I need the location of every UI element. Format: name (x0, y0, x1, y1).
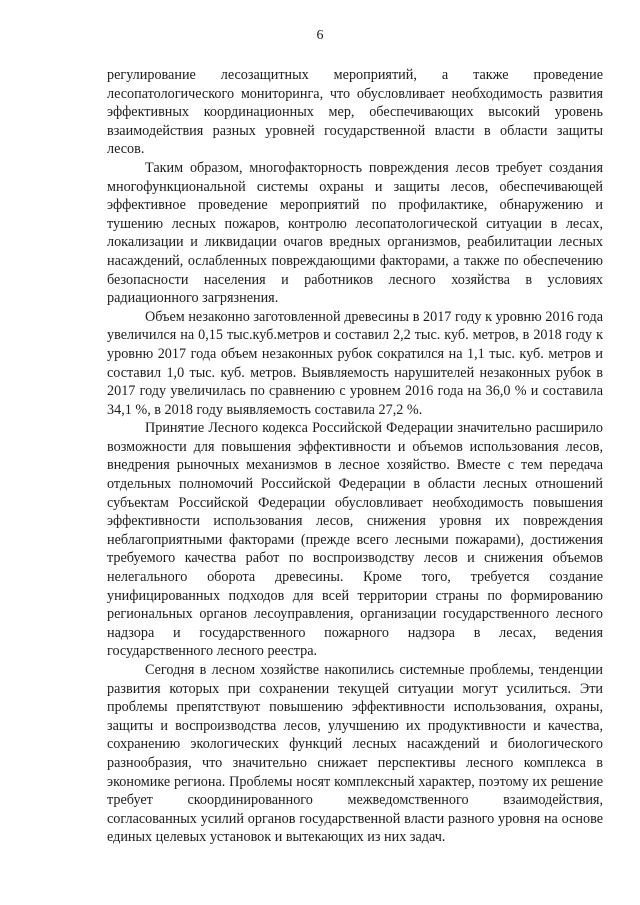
page-body (107, 66, 603, 847)
paragraph-multifactor-damage: Таким образом, многофакторность повреждения лесов требует создания многофункциональной системы охраны и защиты лесов, обеспечивающей эффективное проведение мероприятий по профилактике, обнаружению и тушению лесных пожаров, контролю лесопатологической ситуации в лесах, локализации и ликвидации очагов вредных организмов, реабилитации лесных насаждений, ослабленных повреждающими факторами, а также по обеспечению безопасности населения и работников лесного хозяйства в условиях радиационного загрязнения. (107, 159, 603, 307)
paragraph-systemic-problems: Сегодня в лесном хозяйстве накопились системные проблемы, тенденции развития которых при сохранении текущей ситуации могут усилиться. Эти проблемы препятствуют повышению эффективности использования, охраны, защиты и воспроизводства лесов, улучшению их продуктивности и качества, сохранению экологических функций лесных насаждений и биологического разнообразия, что значительно снижает перспективы лесного комплекса в экономике региона. Проблемы носят комплексный характер, поэтому их решение требует скоординированного межведомственного взаимодействия, согласованных усилий органов государственной власти разного уровня на основе единых целевых установок и вытекающих из них задач. (107, 662, 603, 846)
page-number: 6 (316, 28, 324, 43)
paragraph-illegal-logging-volume: Объем незаконно заготовленной древесины в 2017 году к уровню 2016 года увеличился на 0,15 тыс.куб.метров и составил 2,2 тыс. куб. метров, в 2018 году к уровню 2017 года объем незаконных рубок сократился на 1,1 тыс. куб. метров и составил 1,0 тыс. куб. метров. Выявляемость нарушителей незаконных рубок в 2017 году увеличилась по сравнению с уровнем 2016 года на 36,0 % и составила 34,1 %, в 2018 году выявляемость составила 27,2 %. (107, 308, 603, 418)
paragraph-forest-code: Принятие Лесного кодекса Российской Федерации значительно расширило возможности для повышения эффективности и объемов использования лесов, внедрения рыночных механизмов в лесное хозяйство. Вместе с тем передача отдельных полномочий Российской Федерации в области лесных отношений субъектам Российской Федерации обусловливает необходимость повышения эффективности использования лесов, снижения уровня их повреждения неблагоприятными факторами (прежде всего лесными пожарами), достижения требуемого качества работ по воспроизводству лесов и снижения объемов нелегального оборота древесины. Кроме того, требуется создание унифицированных подходов для всей территории страны по формированию региональных органов лесоуправления, организации государственного лесного надзора и государственного пожарного надзора в лесах, ведения государственного лесного реестра. (107, 420, 603, 660)
paragraph-forest-protection-regulation: регулирование лесозащитных мероприятий, а также проведение лесопатологического мониторинга, что обусловливает необходимость развития эффективных координационных мер, обеспечивающих высокий уровень взаимодействия разных уровней государственной власти в области защиты лесов. (107, 67, 603, 158)
